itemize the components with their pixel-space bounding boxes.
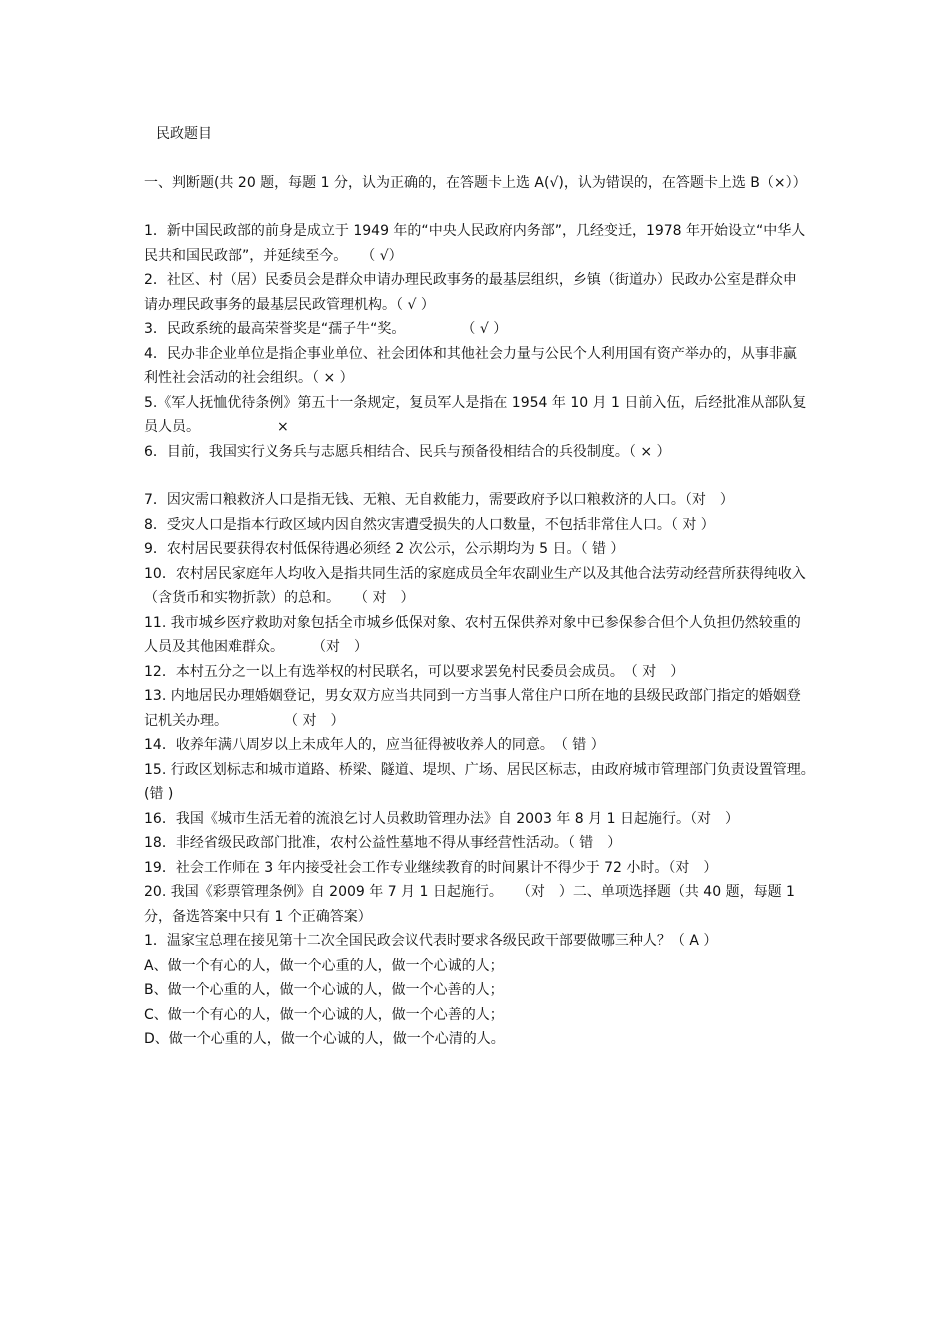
question-group-1 [144,219,810,464]
question-item: 4．民办非企业单位是指企事业单位、社会团体和其他社会力量与公民个人利用国有资产举办的，从事非赢利性社会活动的社会组织。（ × ） [144,345,797,386]
question-item: 3．民政系统的最高荣誉奖是“孺子牛“奖。 （ √ ） [144,321,508,337]
answer-option: C、做一个有心的人，做一个心诚的人，做一个心善的人； [144,1006,504,1023]
question-item: 19．社会工作师在 3 年内接受社会工作专业继续教育的时间累计不得少于 72 小时。（对 ） [144,859,718,876]
question-item: 12．本村五分之一以上有选举权的村民联名，可以要求罢免村民委员会成员。 （ 对 ） [144,663,685,680]
blank-line [144,464,810,488]
question-item: 10．农村居民家庭年人均收入是指共同生活的家庭成员全年农副业生产以及其他合法劳动经营所获得纯收入（含货币和实物折款）的总和。 （ 对 ） [144,565,806,606]
question-item: 9．农村居民要获得农村低保待遇必须经 2 次公示，公示期均为 5 日。（ 错 ） [144,541,625,557]
question-item: 8．受灾人口是指本行政区域内因自然灾害遭受损失的人口数量，不包括非常住人口。（ 对 ） [144,516,715,533]
document-title: 民政题目 [156,126,212,142]
question-item: 15. 行政区划标志和城市道路、桥梁、隧道、堤坝、广场、居民区标志，由政府城市管理部门负责设置管理。 (错 ) [144,761,892,802]
question-item: 18．非经省级民政部门批准，农村公益性墓地不得从事经营性活动。（ 错 ） [144,835,622,851]
question-item: 6．目前，我国实行义务兵与志愿兵相结合、民兵与预备役相结合的兵役制度。（ × ） [144,443,671,460]
question-item: 7．因灾需口粮救济人口是指无钱、无粮、无自救能力，需要政府予以口粮救济的人口。（对 ） [144,492,734,508]
question-item: 16．我国《城市生活无着的流浪乞讨人员救助管理办法》自 2003 年 8 月 1 日起施行。（对 ） [144,810,739,827]
question-item: 20. 我国《彩票管理条例》自 2009 年 7 月 1 日起施行。 （对 ）二、单项选择题（共 40 题，每题 1 分，备选答案中只有 1 个正确答案） [144,884,795,925]
section-header-judgment: 一、判断题(共 20 题，每题 1 分，认为正确的，在答题卡上选 A(√)，认为错误的，在答题卡上选 B（×）） [144,174,807,191]
question-item: 1．新中国民政部的前身是成立于 1949 年的“中央人民政府内务部”，几经变迁，1978 年开始设立“中华人民共和国民政部”，并延续至今。 （ √） [144,223,806,264]
document-body [144,122,892,1052]
answer-option: A、做一个有心的人，做一个心重的人，做一个心诚的人； [144,957,504,974]
answer-option: B、做一个心重的人，做一个心诚的人，做一个心善的人； [144,982,504,998]
question-item: 11. 我市城乡医疗救助对象包括全市城乡低保对象、农村五保供养对象中已参保参合但个人负担仍然较重的人员及其他困难群众。 （对 ） [144,614,801,655]
question-group-2 [144,488,892,1052]
question-item: 14．收养年满八周岁以上未成年人的，应当征得被收养人的同意。 （ 错 ） [144,737,605,753]
answer-option: D、做一个心重的人，做一个心诚的人，做一个心清的人。 [144,1031,505,1047]
question-item: 5.《军人抚恤优待条例》第五十一条规定，复员军人是指在 1954 年 10 月 1 日前入伍，后经批准从部队复员人员。 × [144,394,807,435]
question-item: 1．温家宝总理在接见第十二次全国民政会议代表时要求各级民政干部要做哪三种人？（ A ） [144,933,718,949]
question-item: 2．社区、村（居）民委员会是群众申请办理民政事务的最基层组织，乡镇（街道办）民政办公室是群众申请办理民政事务的最基层民政管理机构。（ √ ） [144,272,797,313]
question-item: 13. 内地居民办理婚姻登记，男女双方应当共同到一方当事人常住户口所在地的县级民政部门指定的婚姻登记机关办理。 （ 对 ） [144,688,801,729]
